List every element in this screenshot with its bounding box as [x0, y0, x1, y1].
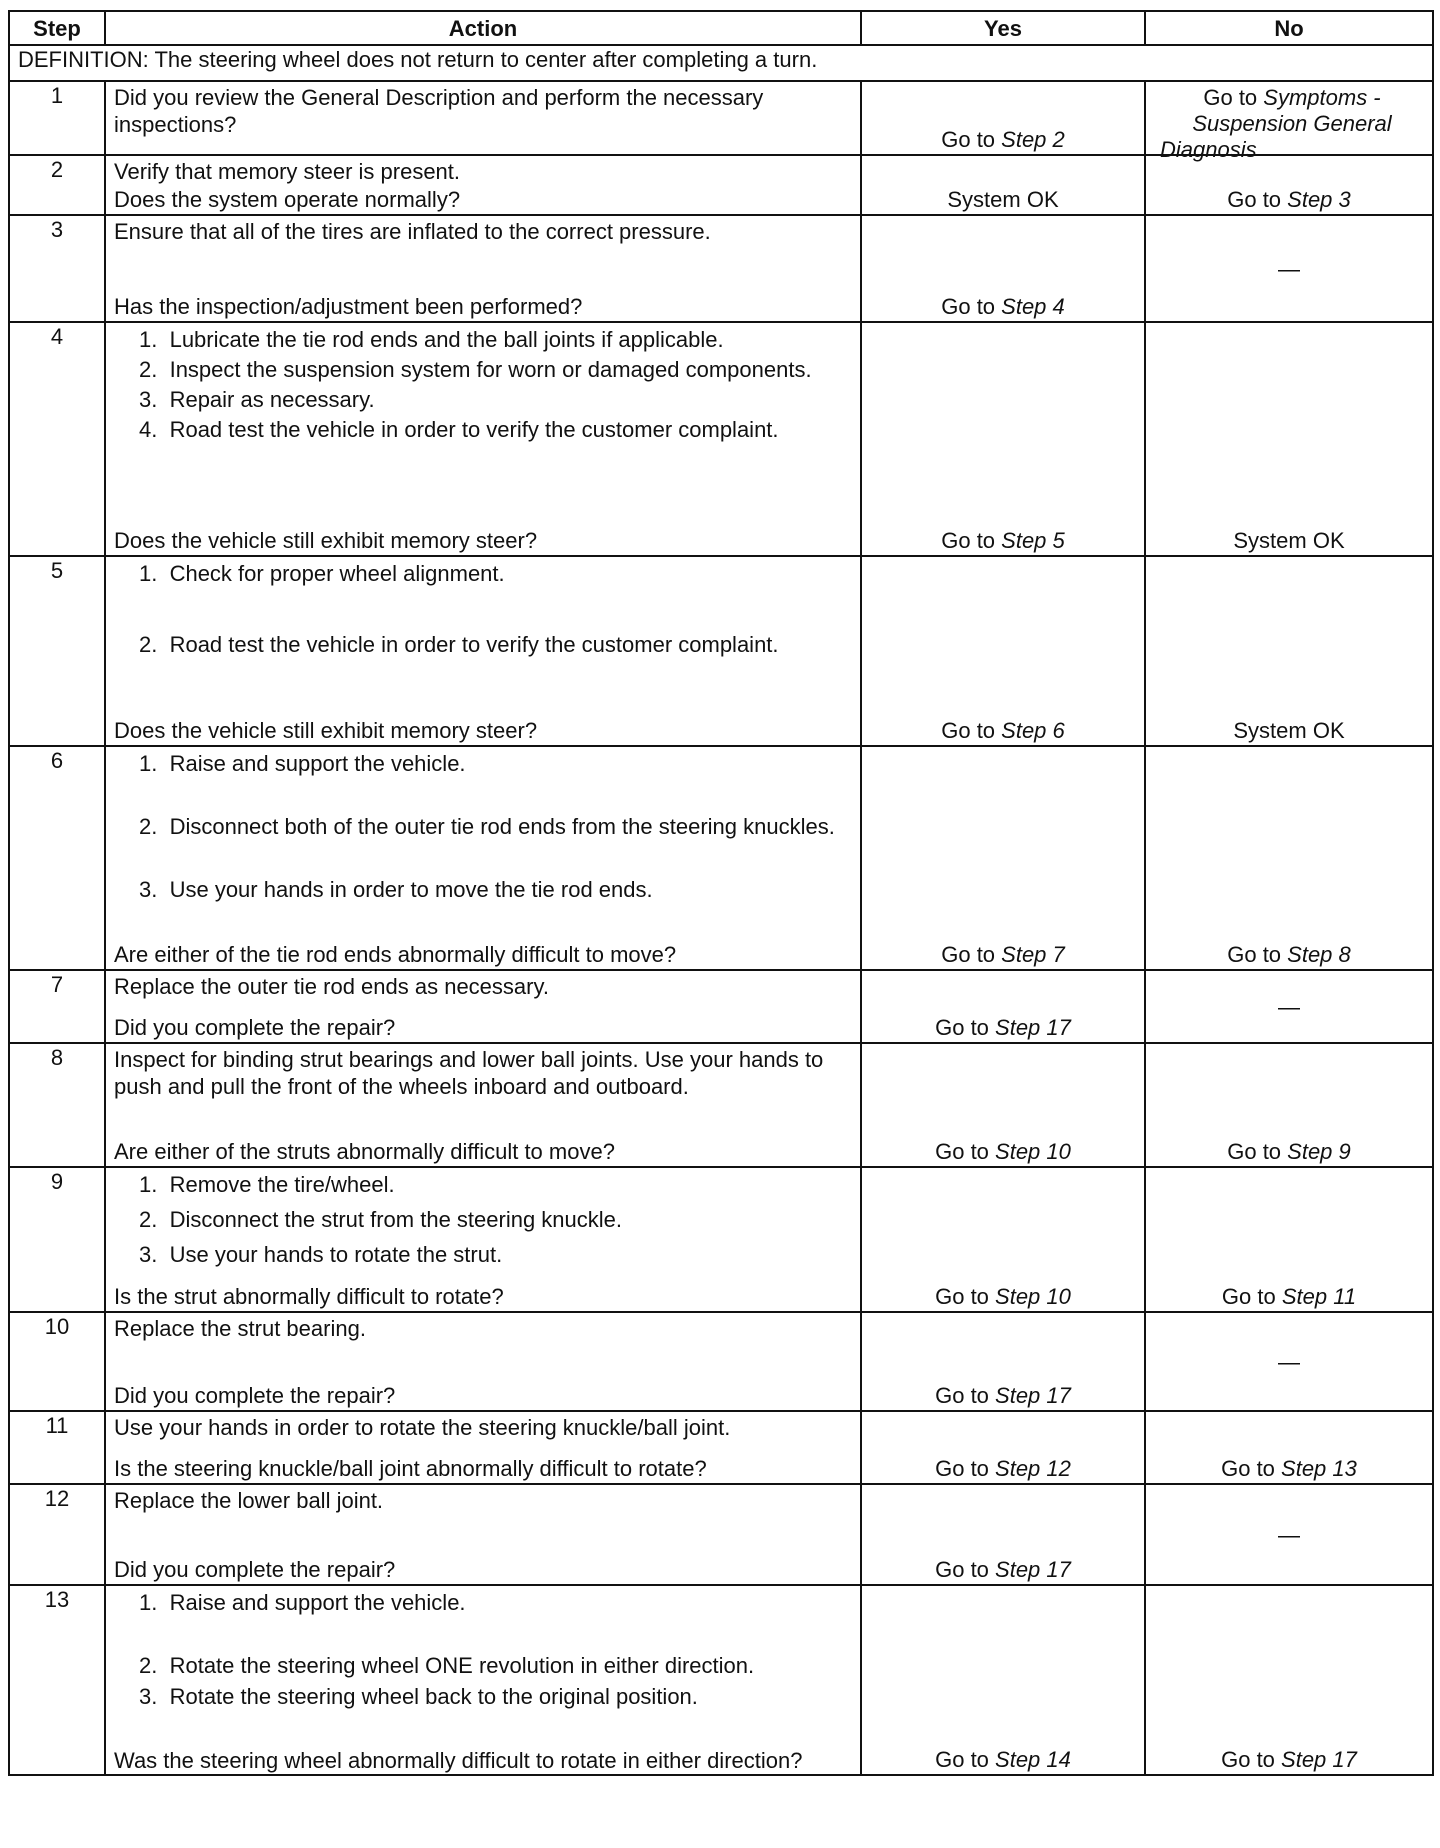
action-text: Replace the strut bearing. [114, 1316, 366, 1341]
table-row [9, 1585, 1433, 1775]
action-cell [105, 1043, 861, 1167]
yes-cell [861, 1411, 1145, 1484]
yes-cell [861, 155, 1145, 215]
yes-cell [861, 215, 1145, 322]
action-question: Does the system operate normally? [114, 187, 461, 212]
step-number: 6 [9, 746, 105, 970]
no-cell [1145, 215, 1433, 322]
yes-cell [861, 1312, 1145, 1411]
yes-result: Go to Step 14 [935, 1747, 1071, 1772]
action-question: Is the steering knuckle/ball joint abnormally difficult to rotate? [114, 1456, 707, 1481]
action-text: Inspect for binding strut bearings and lower ball joints. Use your hands to push and pull the front of the wheels inboard and outboard. [114, 1047, 824, 1099]
action-text: Use your hands in order to rotate the steering knuckle/ball joint. [114, 1415, 731, 1440]
yes-result: Go to Step 12 [935, 1456, 1071, 1481]
action-cell [105, 1585, 861, 1775]
no-result: — [1278, 256, 1300, 281]
list-item: 2. Disconnect both of the outer tie rod ends from the steering knuckles. [139, 814, 835, 839]
no-cell [1145, 1312, 1433, 1411]
action-question: Are either of the struts abnormally difficult to move? [114, 1139, 615, 1164]
table-row [9, 215, 1433, 322]
no-cell [1145, 970, 1433, 1043]
yes-result: Go to Step 7 [941, 942, 1065, 967]
no-result: System OK [1233, 718, 1345, 743]
action-cell [105, 155, 861, 215]
header-step: Step [9, 11, 105, 45]
no-result: Go to Step 17 [1221, 1747, 1357, 1772]
yes-result: Go to Step 2 [941, 127, 1065, 152]
step-number: 5 [9, 556, 105, 746]
header-no: No [1145, 11, 1433, 45]
action-cell [105, 215, 861, 322]
list-item: 2. Rotate the steering wheel ONE revolution in either direction. [139, 1653, 755, 1678]
action-cell [105, 1312, 861, 1411]
no-cell [1145, 81, 1433, 162]
no-result: — [1278, 994, 1300, 1019]
action-question: Did you complete the repair? [114, 1557, 396, 1582]
table-row [9, 1484, 1433, 1585]
action-cell [105, 1167, 861, 1312]
diagnostic-table [8, 10, 1434, 1776]
no-result: Go to Symptoms - Suspension General Diagnosis [1160, 85, 1392, 162]
no-result: Go to Step 3 [1227, 187, 1351, 212]
no-cell [1145, 1043, 1433, 1167]
table-row [9, 1411, 1433, 1484]
action-question: Are either of the tie rod ends abnormally difficult to move? [114, 942, 677, 967]
table-row [9, 322, 1433, 556]
step-number: 2 [9, 155, 105, 215]
list-item: 3. Use your hands in order to move the tie rod ends. [139, 877, 653, 902]
action-cell [105, 1411, 861, 1484]
yes-cell [861, 322, 1145, 556]
list-item: 2. Road test the vehicle in order to verify the customer complaint. [139, 632, 779, 657]
step-number: 7 [9, 970, 105, 1043]
table-row [9, 746, 1433, 970]
no-cell [1145, 322, 1433, 556]
step-number: 3 [9, 215, 105, 322]
action-cell [105, 1484, 861, 1585]
list-item: 1. Raise and support the vehicle. [139, 1590, 466, 1615]
yes-cell [861, 1484, 1145, 1585]
action-text: Replace the outer tie rod ends as necessary. [114, 974, 549, 999]
no-result: System OK [1233, 528, 1345, 553]
list-item: 1. Raise and support the vehicle. [139, 751, 466, 776]
action-cell [105, 556, 861, 746]
yes-result: Go to Step 6 [941, 718, 1065, 743]
no-cell [1145, 1411, 1433, 1484]
yes-result: Go to Step 17 [935, 1557, 1071, 1582]
action-cell [105, 746, 861, 970]
yes-result: Go to Step 17 [935, 1015, 1071, 1040]
step-number: 1 [9, 81, 105, 155]
definition-text: DEFINITION: The steering wheel does not return to center after completing a turn. [9, 45, 1433, 81]
no-result: Go to Step 13 [1221, 1456, 1357, 1481]
table-row [9, 970, 1433, 1043]
no-cell [1145, 1167, 1433, 1312]
action-text: Verify that memory steer is present. [114, 159, 461, 184]
yes-result: System OK [947, 187, 1059, 212]
definition-row [9, 45, 1433, 81]
step-number: 11 [9, 1411, 105, 1484]
step-number: 4 [9, 322, 105, 556]
no-result: Go to Step 9 [1227, 1139, 1351, 1164]
yes-cell [861, 746, 1145, 970]
action-question: Is the strut abnormally difficult to rotate? [114, 1284, 504, 1309]
yes-result: Go to Step 10 [935, 1139, 1071, 1164]
yes-result: Go to Step 17 [935, 1383, 1071, 1408]
yes-cell [861, 1167, 1145, 1312]
no-cell [1145, 556, 1433, 746]
action-cell [105, 81, 861, 155]
action-cell [105, 970, 861, 1043]
yes-cell [861, 81, 1145, 155]
action-text: Ensure that all of the tires are inflated to the correct pressure. [114, 219, 711, 244]
action-text: Did you review the General Description and perform the necessary inspections? [114, 85, 764, 137]
no-cell [1145, 746, 1433, 970]
action-cell [105, 322, 861, 556]
action-question: Did you complete the repair? [114, 1383, 396, 1408]
action-question: Did you complete the repair? [114, 1015, 396, 1040]
action-question: Has the inspection/adjustment been performed? [114, 294, 583, 319]
no-cell [1145, 1484, 1433, 1585]
no-cell [1145, 155, 1433, 215]
step-number: 10 [9, 1312, 105, 1411]
list-item: 1. Remove the tire/wheel. [139, 1172, 395, 1197]
action-text: Replace the lower ball joint. [114, 1488, 384, 1513]
yes-cell [861, 1043, 1145, 1167]
list-item: 2. Disconnect the strut from the steering knuckle. [139, 1207, 623, 1232]
list-item: 1. Check for proper wheel alignment. [139, 561, 505, 586]
no-cell [1145, 1585, 1433, 1775]
table-row [9, 81, 1433, 155]
table-row [9, 1043, 1433, 1167]
table-row [9, 1312, 1433, 1411]
list-item: 3. Rotate the steering wheel back to the original position. [139, 1684, 698, 1709]
yes-result: Go to Step 5 [941, 528, 1065, 553]
header-row [9, 11, 1433, 45]
yes-cell [861, 1585, 1145, 1775]
step-number: 9 [9, 1167, 105, 1312]
step-number: 8 [9, 1043, 105, 1167]
action-question: Does the vehicle still exhibit memory steer? [114, 528, 538, 553]
yes-result: Go to Step 10 [935, 1284, 1071, 1309]
list-item: 2. Inspect the suspension system for worn or damaged components. [139, 357, 812, 382]
header-yes: Yes [861, 11, 1145, 45]
yes-cell [861, 556, 1145, 746]
yes-cell [861, 970, 1145, 1043]
table-row [9, 155, 1433, 215]
list-item: 3. Use your hands to rotate the strut. [139, 1242, 503, 1267]
list-item: 1. Lubricate the tie rod ends and the ball joints if applicable. [139, 327, 724, 352]
no-result: Go to Step 8 [1227, 942, 1351, 967]
step-number: 12 [9, 1484, 105, 1585]
action-question: Does the vehicle still exhibit memory steer? [114, 718, 538, 743]
no-result: Go to Step 11 [1221, 1284, 1357, 1309]
list-item: 3. Repair as necessary. [139, 387, 375, 412]
header-action: Action [105, 11, 861, 45]
action-question: Was the steering wheel abnormally difficult to rotate in either direction? [114, 1748, 803, 1773]
table-row [9, 1167, 1433, 1312]
no-result: — [1278, 1349, 1300, 1374]
list-item: 4. Road test the vehicle in order to verify the customer complaint. [139, 417, 779, 442]
step-number: 13 [9, 1585, 105, 1775]
yes-result: Go to Step 4 [941, 294, 1065, 319]
no-result: — [1278, 1522, 1300, 1547]
table-row [9, 556, 1433, 746]
